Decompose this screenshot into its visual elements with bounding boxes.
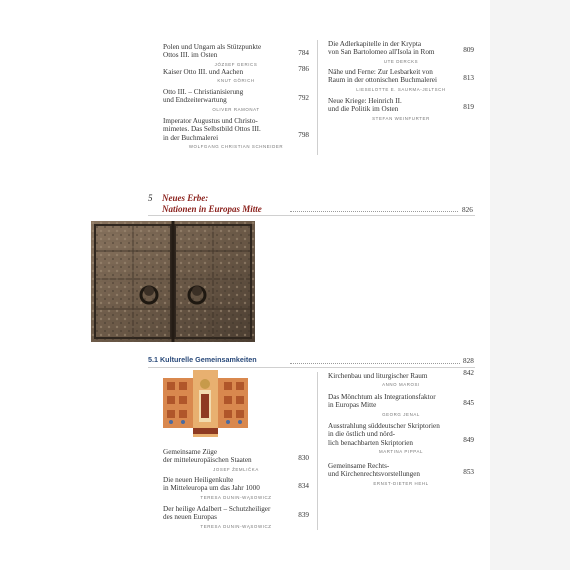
toc-entry[interactable]: [328, 369, 474, 388]
entry-page: 813: [463, 73, 474, 82]
entry-page: 798: [298, 131, 309, 140]
entry-page: 792: [298, 93, 309, 102]
entry-page: 853: [463, 467, 474, 476]
entry-author: ERNST-DIETER HEHL: [373, 480, 429, 486]
entry-page: 849: [463, 436, 474, 445]
entry-title: Gemeinsame Züge der mitteleuropäischen Staaten: [163, 448, 252, 465]
section-leader: [290, 211, 458, 212]
entry-title: Das Mönchtum als Integrationsfaktor in Europas Mitte: [328, 393, 436, 410]
manuscript-panel-icon: [163, 370, 248, 437]
section-page: 826: [462, 206, 473, 214]
toc-entry[interactable]: [163, 505, 309, 529]
entry-page: 784: [298, 48, 309, 57]
entry-title: Nähe und Ferne: Zur Lesbarkeit von Raum in der ottonischen Buchmalerei: [328, 68, 437, 85]
toc-entry[interactable]: [328, 422, 474, 454]
entry-title: Polen und Ungarn als Stützpunkte Ottos III. im Osten: [163, 43, 262, 60]
entry-author: JOSEF ŽEMLIČKA: [213, 466, 259, 472]
subsection-title[interactable]: 5.1 Kulturelle Gemeinsamkeiten: [148, 355, 257, 364]
section-title-line2: Nationen in Europas Mitte: [162, 204, 262, 214]
section-title-line1: Neues Erbe:: [162, 193, 209, 203]
bronze-door-icon: [91, 221, 255, 342]
entry-title: Die Adlerkapitelle in der Krypta von San Bartolomeo all'Isola in Rom: [328, 40, 435, 57]
column-divider: [317, 372, 318, 530]
toc-entry[interactable]: [328, 40, 474, 64]
toc-entry[interactable]: [163, 476, 309, 500]
entry-title: Kaiser Otto III. und Aachen: [163, 68, 244, 76]
toc-entry[interactable]: [328, 68, 474, 92]
entry-author: JÓZSEF GERICS: [214, 61, 258, 67]
section-number: 5: [148, 193, 153, 203]
entry-author: KNUT GÖRICH: [217, 78, 255, 84]
entry-page: 839: [298, 510, 309, 519]
entry-title: Imperator Augustus und Christo- mimetes. Das Selbstbild Ottos III. in der Buchmalerei: [163, 117, 261, 142]
toc-entry[interactable]: [328, 393, 474, 417]
section-rule: [148, 215, 475, 216]
subsection-leader: [290, 363, 460, 364]
entry-title: Kirchenbau und liturgischer Raum: [328, 372, 428, 380]
entry-page: 819: [463, 102, 474, 111]
entry-title: Die neuen Heiligenkulte in Mitteleuropa um das Jahr 1000: [163, 476, 260, 493]
toc-entry[interactable]: [328, 97, 474, 121]
entry-author: MARTINA PIPPAL: [378, 449, 424, 455]
entry-page: 845: [463, 398, 474, 407]
entry-page: 834: [298, 481, 309, 490]
entry-page: 842: [463, 369, 474, 378]
entry-author: ANNO MAROSI: [382, 382, 420, 388]
toc-entry[interactable]: [163, 65, 309, 84]
toc-entry[interactable]: [163, 88, 309, 112]
entry-author: OLIVER RAMONAT: [212, 106, 260, 112]
entry-author: TERESA DUNIN-WĄSOWICZ: [200, 523, 272, 529]
entry-author: LIESELOTTE E. SAURMA-JELTSCH: [356, 86, 446, 92]
toc-entry[interactable]: [163, 117, 309, 149]
entry-author: TERESA DUNIN-WĄSOWICZ: [200, 494, 272, 500]
toc-entry[interactable]: [163, 448, 309, 472]
entry-author: UTE DERCKS: [383, 58, 419, 64]
page-edge: [490, 0, 570, 570]
toc-entry[interactable]: [328, 462, 474, 486]
entry-page: 786: [298, 65, 309, 74]
entry-page: 809: [463, 45, 474, 54]
entry-title: Otto III. – Christianisierung und Endzeiterwartung: [163, 88, 244, 105]
entry-title: Ausstrahlung süddeutscher Skriptorien in die östlich und nörd- lich benachbarten Skriptorien: [328, 422, 440, 447]
toc-entry[interactable]: [163, 43, 309, 67]
entry-page: 830: [298, 453, 309, 462]
entry-author: STEFAN WEINFURTER: [372, 115, 430, 121]
subsection-rule: [148, 367, 475, 368]
entry-author: WOLFGANG CHRISTIAN SCHNEIDER: [188, 144, 284, 150]
column-divider: [317, 40, 318, 155]
entry-author: GEORG JENAL: [382, 411, 420, 417]
entry-title: Der heilige Adalbert – Schutzheiliger des neuen Europas: [163, 505, 271, 522]
subsection-page: 828: [463, 357, 474, 365]
entry-title: Neue Kriege: Heinrich II. und die Politik im Osten: [328, 97, 402, 114]
entry-title: Gemeinsame Rechts- und Kirchenrechtsvorstellungen: [328, 462, 421, 479]
section-title[interactable]: [162, 193, 262, 215]
